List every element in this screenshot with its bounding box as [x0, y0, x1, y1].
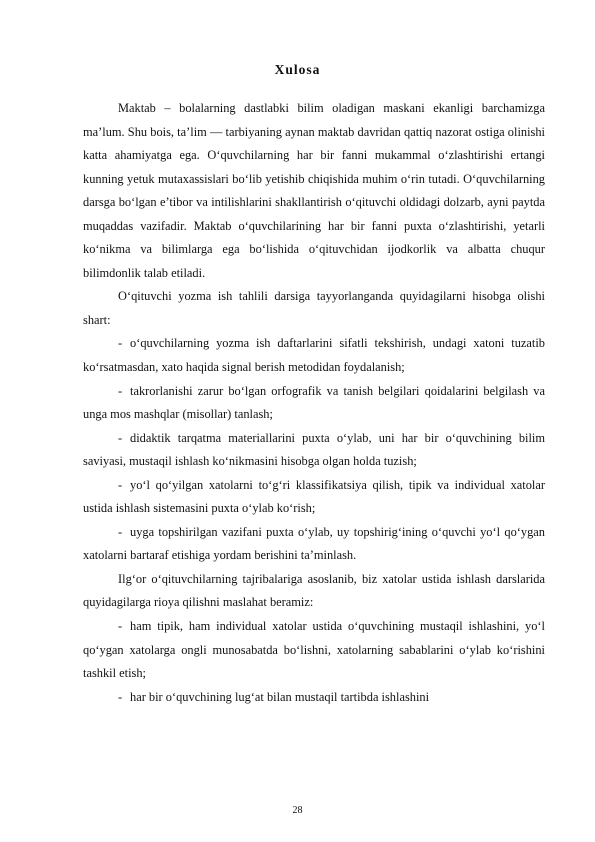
- dash-bullet: -: [118, 477, 123, 492]
- paragraph: Ilg‘or o‘qituvchilarning tajribalariga asoslanib, biz xatolar ustida ishlash darslarida quyidagilarga rioya qilishni maslahat beramiz:: [83, 571, 545, 610]
- dash-bullet: -: [118, 383, 123, 398]
- dash-bullet: -: [118, 430, 123, 445]
- paragraph: Maktab – bolalarning dastlabki bilim oladigan maskani ekanligi barchamizga ma’lum. Shu bois, ta’lim — tarbiyaning aynan maktab davridan qattiq nazorat ostiga olinishi katta ahamiyatga ega. O‘quvchilarning har bir fanni mukammal o‘zlashtirishi ertangi kunning yetuk mutaxassislari bo‘lib yetishib chiqishida muhim o‘rin tutadi. O‘quvchilarning darsga bo‘lgan e’tibor va intilishlarini shakllantirish o‘qituvchi oldidagi dolzarb, ayni paytda muqaddas vazifadir. Maktab o‘quvchilarining har bir fanni puxta o‘zlashtirishi, yetarli ko‘nikma va bilimlarga ega bo‘lishida o‘qituvchidan ijodkorlik va albatta chuqur bilimdonlik talab etiladi.: [83, 101, 545, 280]
- list-item-text: didaktik tarqatma materiallarini puxta o‘ylab, uni har bir o‘quvchining bilim saviyasi, mustaqil ishlash ko‘nikmasini hisobga olgan holda tuzish;: [83, 430, 545, 469]
- list-item-text: o‘quvchilarning yozma ish daftarlarini sifatli tekshirish, undagi xatoni tuzatib ko‘rsatmasdan, xato haqida signal berish metodidan foydalanish;: [83, 336, 545, 375]
- page-title: Xulosa: [274, 62, 321, 77]
- body-text: [83, 97, 545, 709]
- dash-bullet: -: [118, 336, 123, 351]
- page-number: 28: [292, 805, 303, 816]
- list-item: [83, 332, 545, 379]
- dash-bullet: -: [118, 689, 123, 704]
- dash-bullet: -: [118, 524, 123, 539]
- list-item: [83, 427, 545, 474]
- list-item: [83, 686, 545, 710]
- list-item: [83, 474, 545, 521]
- list-item: [83, 615, 545, 686]
- list-item: [83, 521, 545, 568]
- list-item-text: har bir o‘quvchining lug‘at bilan mustaqil tartibda ishlashini: [130, 689, 430, 704]
- paragraph: O‘qituvchi yozma ish tahlili darsiga tayyorlanganda quyidagilarni hisobga olishi shart:: [83, 289, 545, 327]
- dash-bullet: -: [118, 619, 123, 634]
- list-item: [83, 380, 545, 427]
- list-item-text: ham tipik, ham individual xatolar ustida o‘quvchining mustaqil ishlashini, yo‘l qo‘ygan xatolarga ongli munosabatda bo‘lishni, xatolarning sabablarini o‘ylab ko‘rishini tashkil etish;: [83, 619, 545, 681]
- list-item-text: yo‘l qo‘yilgan xatolarni to‘g‘ri klassifikatsiya qilish, tipik va individual xatolar ustida ishlash sistemasini puxta o‘ylab ko‘rish;: [83, 477, 545, 516]
- list-item-text: uyga topshirilgan vazifani puxta o‘ylab, uy topshirig‘ining o‘quvchi yo‘l qo‘ygan xatolarni bartaraf etishiga yordam berishini ta’minlash.: [83, 524, 545, 563]
- list-item-text: takrorlanishi zarur bo‘lgan orfografik va tanish belgilari qoidalarini belgilash va unga mos mashqlar (misollar) tanlash;: [83, 383, 545, 422]
